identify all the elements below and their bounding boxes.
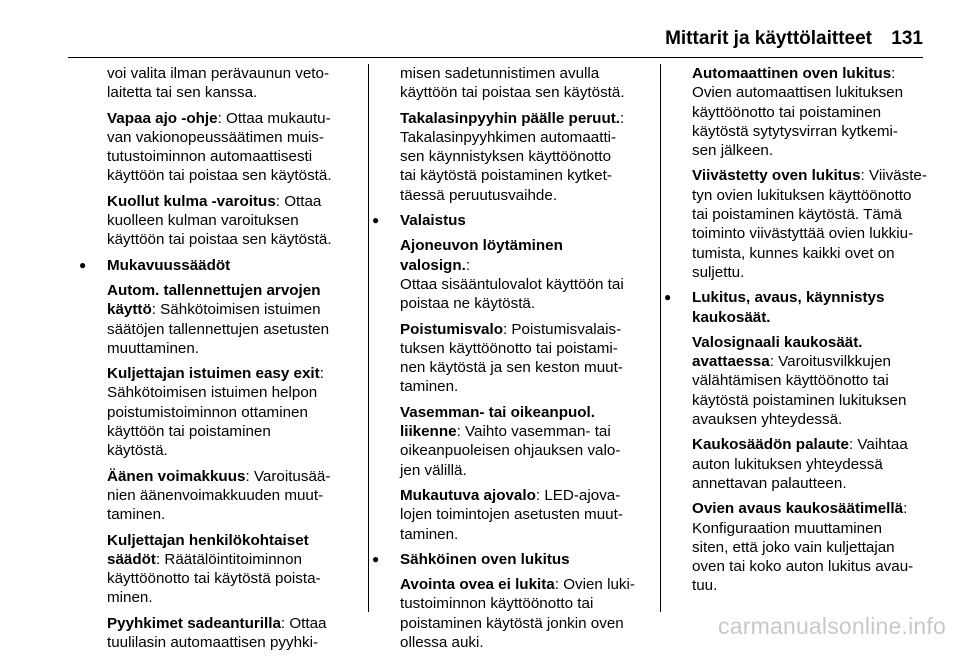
setting-term: avattaessa [692,353,770,371]
setting-term: Kaukosäädön palaute [692,436,849,454]
paragraph: misen sadetunnistimen avulla käyttöön tai poistaa sen käytöstä. [400,65,625,102]
paragraph: voi valita ilman perävaunun veto- laitetta tai sen kanssa. [107,65,330,102]
setting-term: Automaattinen oven lukitus [692,65,892,82]
setting-entry: Poistumisvalo: Poistumisvalais- tuksen käyttöönotto tai poistami- nen käytöstä ja sen keston muut- taminen. [400,320,623,396]
setting-term: liikenne [400,423,457,441]
text-column-3 [692,64,928,602]
header-divider [68,57,923,58]
bullet-heading: ● Mukavuussäädöt [107,256,349,275]
bullet-heading: ● Lukitus, avaus, käynnistys kaukosäät. [692,288,928,327]
setting-term: Avointa ovea ei lukita [400,576,555,594]
column-divider [660,64,661,612]
page-number: 131 [891,28,923,49]
setting-term: Poistumisvalo [400,320,503,338]
column-divider [368,64,369,612]
page-header [0,0,960,58]
setting-term: Viivästetty oven lukitus [692,167,861,185]
setting-term: Äänen voimakkuus [107,467,246,485]
setting-entry: Ajoneuvon löytäminen valosign.: Ottaa sisääntulovalot käyttöön tai poistaa ne käytöstä. [400,237,624,313]
setting-entry: Viivästetty oven lukitus: Viiväste- tyn ovien lukituksen käyttöönotto tai poistaminen käytöstä. Tämä toiminto viivästyttää ovien lukkiu- tumista, kunnes kaikki ovet on suljettu. [692,167,927,281]
page-title: Mittarit ja käyttölaitteet [665,28,872,49]
setting-term: Valosignaali kaukosäät. [692,333,863,351]
bullet-heading: ● Sähköinen oven lukitus [400,550,636,569]
setting-term: Mukautuva ajovalo [400,486,536,504]
setting-entry: Ovien avaus kaukosäätimellä: Konfiguraation muuttaminen siten, että joko vain kuljettajan oven tai koko auton lukitus avau- tuu. [692,500,914,595]
setting-entry: Äänen voimakkuus: Varoitusää- nien äänenvoimakkuuden muut- taminen. [107,467,331,524]
setting-entry: Kaukosäädön palaute: Vaihtaa auton lukituksen yhteydessä annettavan palautteen. [692,436,908,492]
setting-entry: Automaattinen oven lukitus: Ovien automaattisen lukituksen käyttöönotto tai poistaminen käytöstä sytytysvirran kytkemi- sen jälkeen. [692,65,904,160]
setting-term: Ovien avaus kaukosäätimellä [692,500,904,518]
setting-entry: Vasemman- tai oikeanpuol. liikenne: Vaihto vasemman- tai oikeanpuoleisen ohjauksen valo- jen välillä. [400,403,621,479]
setting-entry: Avointa ovea ei lukita: Ovien luki- tustoiminnon käyttöönotto tai poistaminen käytöstä jonkin oven ollessa auki. [400,576,635,652]
setting-term: Ajoneuvon löytäminen valosign. [400,237,563,274]
setting-term: Vasemman- tai oikeanpuol. [400,403,595,421]
setting-term: Kuollut kulma -varoitus [107,192,276,210]
watermark: carmanualsonline.info [718,613,946,639]
setting-entry: Vapaa ajo -ohje: Ottaa mukautu- van vakionopeussäätimen muis- tutustoiminnon automaattisesti käyttöön tai poistaa sen käytöstä. [107,109,332,185]
setting-entry: Takalasinpyyhin päälle peruut.: Takalasinpyyhkimen automaatti- sen käynnistyksen käyttöönotto tai käytöstä poistaminen kytket- täessä peruutusvaihde. [400,109,625,204]
setting-entry: Autom. tallennettujen arvojen käyttö: Sähkötoimisen istuimen säätöjen tallennettujen asetusten muuttaminen. [107,281,330,357]
setting-entry: Pyyhkimet sadeanturilla: Ottaa tuulilasin automaattisen pyyhki- [107,614,327,652]
setting-entry: Mukautuva ajovalo: LED-ajova- lojen toimintojen asetusten muut- taminen. [400,486,623,543]
bullet-heading: ● Valaistus [400,211,636,230]
setting-term: säädöt [107,550,156,568]
setting-term: Kuljettajan henkilökohtaiset [107,531,309,549]
setting-term: Kuljettajan istuimen easy exit [107,365,320,383]
setting-term: Vapaa ajo -ohje [107,109,218,127]
setting-term: Takalasinpyyhin päälle peruut. [400,109,621,127]
text-column-1 [107,64,349,658]
setting-term: käyttö [107,301,152,319]
text-column-2 [400,64,636,658]
setting-entry: Kuljettajan henkilökohtaiset säädöt: Räätälöintitoiminnon käyttöönotto tai käytöstä poista- minen. [107,531,321,607]
setting-entry: Valosignaali kaukosäät. avattaessa: Varoitusvilkkujen välähtämisen käyttöönotto tai käytöstä poistaminen lukituksen avauksen yhteydessä. [692,333,907,429]
setting-term: Autom. tallennettujen arvojen [107,281,321,299]
setting-entry: Kuollut kulma -varoitus: Ottaa kuolleen kulman varoituksen käyttöön tai poistaa sen käytöstä. [107,192,332,249]
setting-term: Pyyhkimet sadeanturilla [107,614,281,632]
setting-entry: Kuljettajan istuimen easy exit: Sähkötoimisen istuimen helpon poistumistoiminnon ottaminen käyttöön tai poistaminen käytöstä. [107,365,324,460]
